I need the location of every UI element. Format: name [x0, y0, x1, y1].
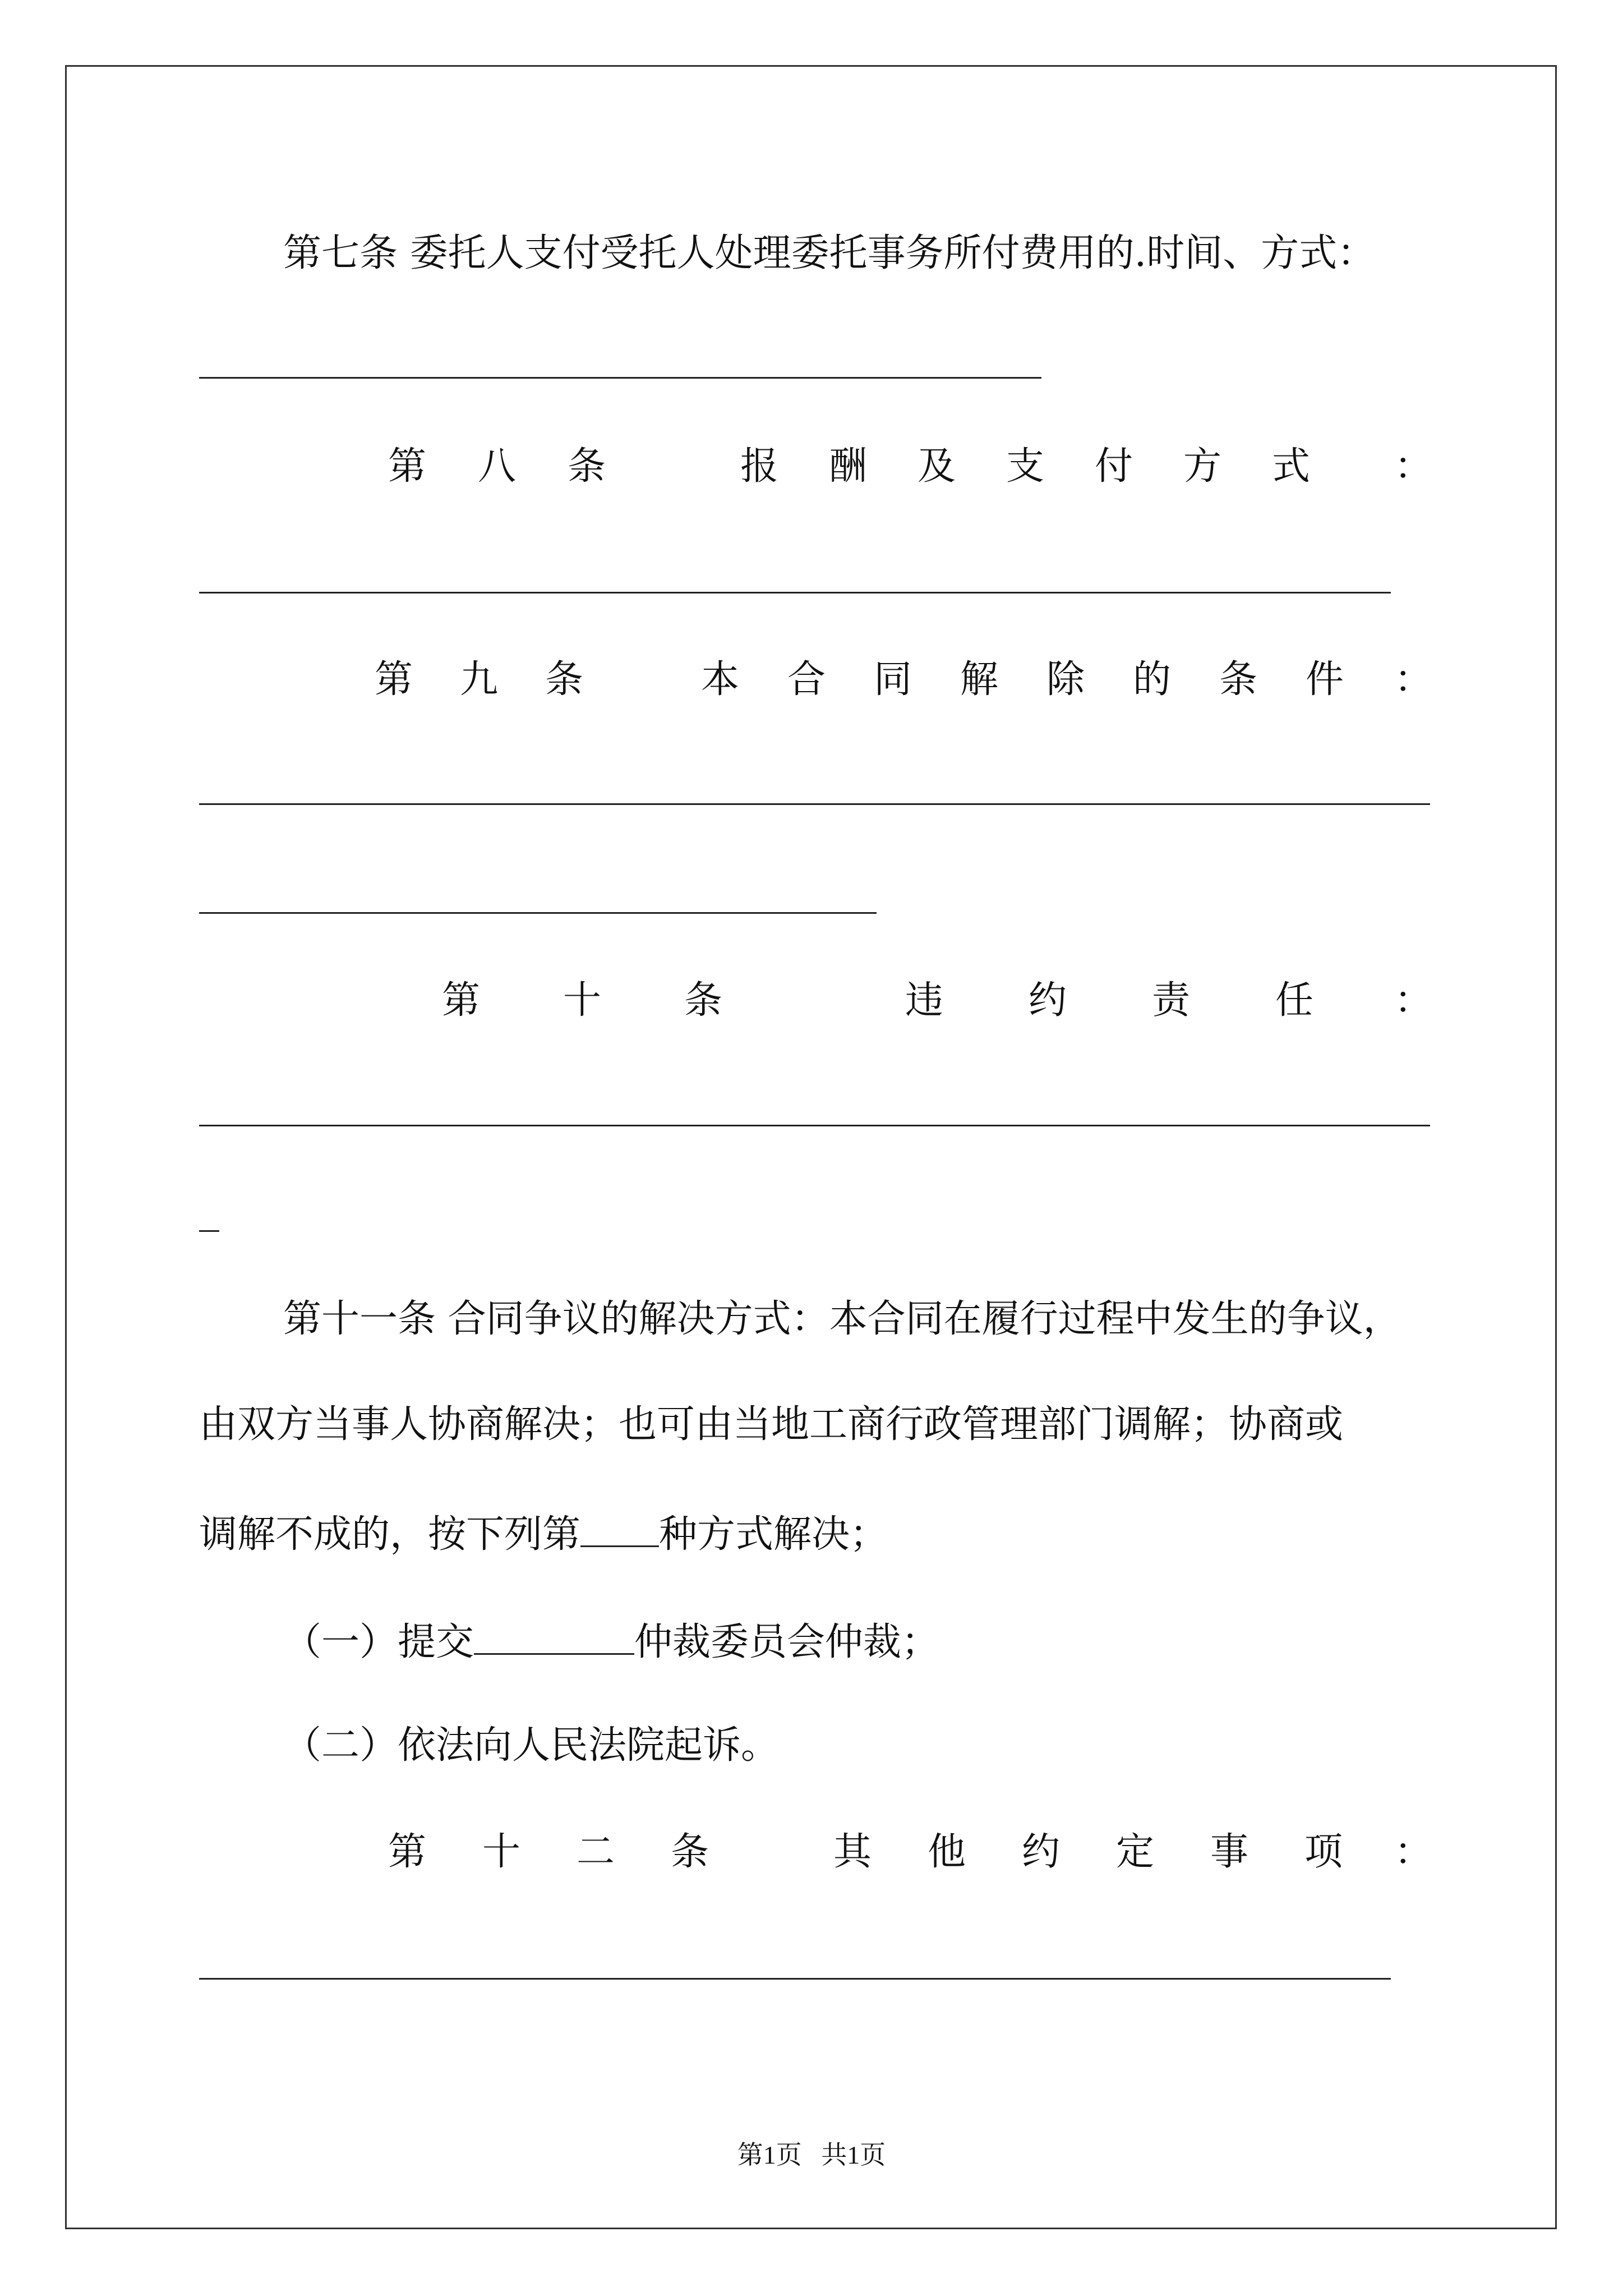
article-10-char: 十	[563, 978, 602, 1023]
article-8-char: 第	[388, 444, 427, 489]
article-7-fill-line	[199, 377, 1041, 379]
article-9-char: 的	[1133, 657, 1172, 702]
article-9-char: 合	[787, 657, 826, 702]
article-12-char: 事	[1210, 1830, 1249, 1874]
article-9-fill-line-1	[199, 803, 1430, 805]
article-11-option-1	[283, 1619, 940, 1665]
article-10-char: 条	[684, 978, 723, 1023]
article-8-char: 报	[740, 444, 779, 489]
article-12-char: 项	[1304, 1830, 1343, 1874]
article-12-char: 其	[833, 1830, 872, 1874]
page-border	[65, 65, 1557, 2229]
article-10-char: 第	[442, 978, 481, 1023]
article-8-heading	[0, 444, 1623, 489]
article-8-char: 及	[917, 444, 956, 489]
article-12-char: 十	[482, 1830, 521, 1874]
article-9-char: 解	[960, 657, 999, 702]
article-12-heading	[0, 1830, 1623, 1874]
method-choice-blank	[580, 1511, 659, 1547]
option-1-before: （一）提交	[283, 1620, 474, 1665]
article-11-option-2: （二）依法向人民法院起诉。	[283, 1723, 780, 1768]
article-10-fill-line-tail	[199, 1230, 219, 1232]
article-10-char: 任	[1275, 978, 1314, 1023]
article-11-line-1: 第十一条 合同争议的解决方式：本合同在履行过程中发生的争议，	[283, 1297, 1401, 1341]
article-9-char: 件	[1306, 657, 1344, 702]
article-9-char: 同	[874, 657, 912, 702]
article-9-fill-line-2	[199, 912, 877, 914]
article-12-char: 定	[1116, 1830, 1155, 1874]
article-10-char: ：	[1394, 978, 1433, 1023]
article-9-char: 九	[460, 657, 499, 702]
article-11-line-2: 由双方当事人协商解决；也可由当地工商行政管理部门调解；协商或	[199, 1402, 1344, 1447]
article-10-char: 约	[1029, 978, 1067, 1023]
article-7-heading: 第七条 委托人支付受托人处理委托事务所付费用的.时间、方式：	[283, 231, 1376, 275]
page-footer: 第1页 共1页	[737, 2141, 886, 2169]
article-8-char: 式	[1272, 444, 1311, 489]
article-12-fill-line	[199, 1978, 1391, 1980]
article-8-fill-line	[199, 592, 1391, 593]
article-12-char: 他	[928, 1830, 966, 1874]
article-9-char: 本	[701, 657, 740, 702]
article-9-heading	[0, 657, 1623, 702]
article-12-char: 二	[577, 1830, 615, 1874]
article-10-char: 违	[905, 978, 944, 1023]
article-8-char: 支	[1006, 444, 1045, 489]
article-8-char: 付	[1095, 444, 1133, 489]
article-10-char: 责	[1152, 978, 1191, 1023]
article-8-char: ：	[1394, 444, 1433, 489]
article-12-char: 约	[1022, 1830, 1061, 1874]
article-8-char: 八	[478, 444, 517, 489]
article-9-char: 条	[545, 657, 584, 702]
article-9-char: 条	[1219, 657, 1258, 702]
option-1-after: 仲裁委员会仲裁；	[634, 1620, 940, 1665]
article-8-char: 条	[568, 444, 606, 489]
article-8-char: 方	[1183, 444, 1222, 489]
article-10-heading	[0, 978, 1623, 1023]
article-11-line-3-after: 种方式解决；	[659, 1512, 888, 1557]
article-12-char: ：	[1394, 1830, 1433, 1874]
article-10-fill-line	[199, 1125, 1430, 1126]
article-8-char: 酬	[829, 444, 868, 489]
article-9-char: 除	[1046, 657, 1085, 702]
article-11-line-3-before: 调解不成的，按下列第	[199, 1512, 581, 1557]
article-12-char: 第	[388, 1830, 427, 1874]
article-12-char: 条	[671, 1830, 709, 1874]
article-11-line-3	[199, 1511, 888, 1557]
article-9-char: 第	[375, 657, 413, 702]
article-9-char: ：	[1394, 657, 1433, 702]
arbitration-committee-blank	[474, 1619, 634, 1655]
